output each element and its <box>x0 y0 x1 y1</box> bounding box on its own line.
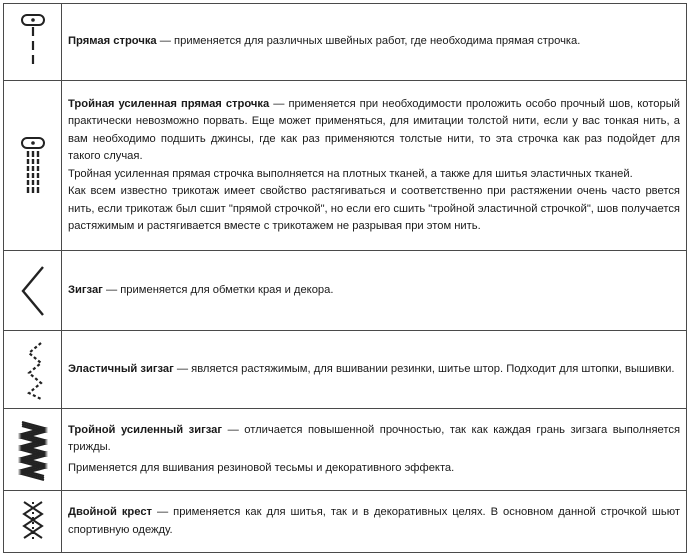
stitch-title: Прямая строчка <box>68 35 157 48</box>
text-cell <box>62 4 687 81</box>
icon-cell <box>4 81 62 251</box>
stitch-title: Тройной усиленный зигзаг <box>68 423 223 436</box>
text-cell <box>62 81 687 251</box>
stitch-types-table <box>3 3 687 553</box>
description: Тройная усиленная прямая строчка — применяется при необходимости проложить особо прочный шов, который практически невозможно порвать. Еще может применяться, для имитации толстой нити, если у вас тонкая нить, а вам необходимо подшить джинсы, где как раз применяются толстые нити, то эта строчка как раз подойдет для такого случая. <box>68 97 680 162</box>
text-cell <box>62 331 687 409</box>
stitch-title: Двойной крест <box>68 506 153 518</box>
description: Эластичный зигзаг — является растяжимым, для вшивании резинки, шитье штор. Подходит для штопки, вышивки. <box>68 362 675 375</box>
table-row <box>4 4 687 81</box>
double-cross-stitch-icon <box>15 499 51 545</box>
stitch-title: Тройная усиленная прямая строчка <box>68 97 270 110</box>
table-row <box>4 409 687 491</box>
straight-stitch-icon <box>15 12 51 72</box>
table-row <box>4 251 687 331</box>
description: Зигзаг — применяется для обметки края и декора. <box>68 283 334 296</box>
icon-cell <box>4 409 62 491</box>
elastic-zigzag-stitch-icon <box>15 339 51 401</box>
text-cell <box>62 409 687 491</box>
description: Тройная усиленная прямая строчка выполняется на плотных тканей, а также для шитья эластичных тканей. <box>68 167 633 180</box>
description: Тройной усиленный зигзаг — отличается повышенной прочностью, так как каждая грань зигзага выполняется трижды. <box>68 423 681 454</box>
text-cell <box>62 491 687 553</box>
triple-zigzag-stitch-icon <box>15 418 51 482</box>
text-cell <box>62 251 687 331</box>
zigzag-stitch-icon <box>15 261 51 321</box>
table-row <box>4 81 687 251</box>
table-row <box>4 491 687 553</box>
icon-cell <box>4 331 62 409</box>
triple-straight-stitch-icon <box>15 135 51 197</box>
icon-cell <box>4 4 62 81</box>
stitch-title: Зигзаг <box>68 283 103 296</box>
table-row <box>4 331 687 409</box>
description: Как всем известно трикотаж имеет свойство растягиваться и соответственно при растяжении очень часто рвется нить, если трикотаж был сшит "прямой строчкой", но если его сшить "тройной эластичной строчкой", шов получается растяжимым и растягивается вместе с трикотажем не разрывая при этом нить. <box>68 185 680 232</box>
description: Применяется для вшивания резиновой тесьмы и декоративного эффекта. <box>68 461 455 474</box>
description: Двойной крест — применяется как для шитья, так и в декоративных целях. В основном данной строчкой шьют спортивную одежду. <box>68 506 680 536</box>
icon-cell <box>4 491 62 553</box>
stitch-title: Эластичный зигзаг <box>68 362 174 375</box>
icon-cell <box>4 251 62 331</box>
description: Прямая строчка — применяется для различных швейных работ, где необходима прямая строчка. <box>68 35 581 48</box>
